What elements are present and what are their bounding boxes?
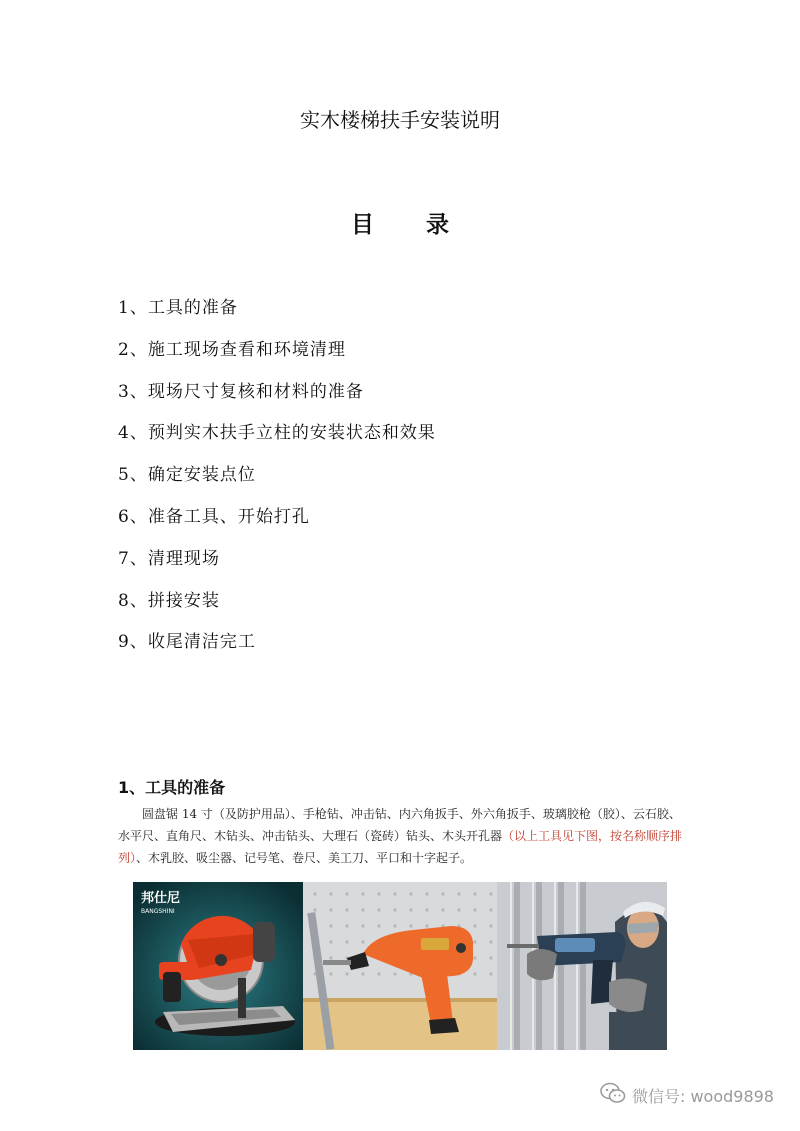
wechat-icon	[600, 1082, 626, 1108]
tools-photo-strip	[133, 882, 667, 1050]
body-red-note: （以上工具见下图，按名称顺序排列）	[118, 829, 683, 865]
body-text-continued: 、木乳胶、吸尘器、记号笔、卷尺、美工刀、平口和十字起子。	[136, 851, 473, 865]
toc-item: 6、准备工具、开始打孔	[118, 506, 310, 527]
table-of-contents	[118, 294, 436, 670]
body-text: 圆盘锯 14 寸（及防护用品）、手枪钻、冲击钻、内六角扳手、外六角扳手、玻璃胶枪（胶）、云石胶、水平尺、直角尺、木钻头、冲击钻头、大理石（瓷砖）钻头、木头开孔器	[118, 807, 681, 843]
hand-drill-photo	[303, 882, 497, 1050]
toc-item: 1、工具的准备	[118, 298, 238, 318]
toc-item: 5、确定安装点位	[118, 465, 256, 486]
wechat-watermark	[600, 1082, 774, 1108]
saw-brand-label: 邦仕尼	[141, 891, 181, 906]
watermark-text: 微信号: wood9898	[631, 1086, 774, 1106]
saw-brand-en-label: BANGSHINI	[141, 908, 175, 915]
toc-item: 2、施工现场查看和环境清理	[118, 339, 346, 360]
miter-saw-photo	[133, 882, 303, 1050]
hammer-drill-photo	[497, 882, 667, 1050]
toc-item: 7、清理现场	[118, 548, 220, 569]
document-title: 实木楼梯扶手安装说明	[300, 108, 500, 132]
toc-item: 8、拼接安装	[118, 590, 220, 611]
toc-item: 4、预判实木扶手立柱的安装状态和效果	[118, 423, 436, 444]
section-body	[118, 803, 684, 869]
toc-item: 9、收尾清洁完工	[118, 632, 256, 653]
section-heading: 1、工具的准备	[118, 778, 226, 797]
toc-heading: 目 录	[350, 212, 471, 238]
toc-item: 3、现场尺寸复核和材料的准备	[118, 381, 364, 402]
